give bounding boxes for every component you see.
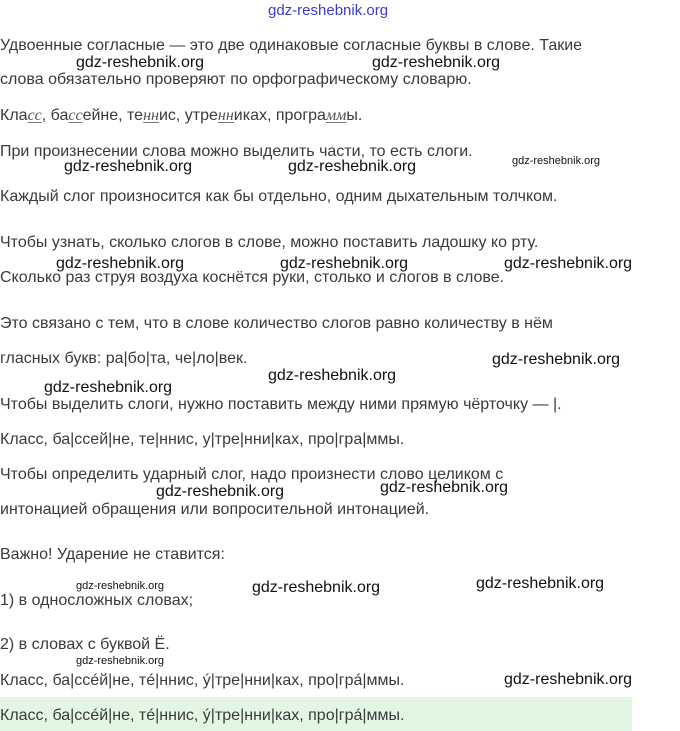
- text-line: Чтобы выделить слоги, нужно поставить между ними прямую чёрточку — |.: [0, 396, 562, 413]
- word-part: иках, програ: [233, 107, 326, 124]
- watermark: gdz-reshebnik.org: [288, 158, 417, 175]
- watermark-top: gdz-reshebnik.org: [268, 2, 389, 19]
- text-line: При произнесении слова можно выделить части, то есть слоги.: [0, 143, 473, 160]
- text-line: Чтобы узнать, сколько слогов в слове, можно поставить ладошку ко рту.: [0, 234, 539, 251]
- double-letters: нн: [143, 107, 159, 124]
- watermark: gdz-reshebnik.org: [492, 351, 621, 368]
- double-letters: сс: [27, 107, 42, 124]
- word-part: Кла: [0, 107, 28, 124]
- watermark: gdz-reshebnik.org: [64, 158, 193, 175]
- watermark: gdz-reshebnik.org: [512, 155, 601, 167]
- double-consonant-examples: [0, 106, 362, 126]
- text-line: Чтобы определить ударный слог, надо произнести слово целиком с: [0, 466, 504, 483]
- word-part: ис, утре: [158, 107, 218, 124]
- watermark: gdz-reshebnik.org: [504, 671, 633, 688]
- watermark: gdz-reshebnik.org: [76, 54, 205, 71]
- watermark: gdz-reshebnik.org: [76, 655, 165, 667]
- watermark: gdz-reshebnik.org: [372, 54, 501, 71]
- watermark: gdz-reshebnik.org: [156, 483, 285, 500]
- watermark: gdz-reshebnik.org: [56, 255, 185, 272]
- text-line-highlighted: Класс, ба|ссéй|не, тé|ннис, ý|тре|нни|ках, про|грá|ммы.: [0, 707, 405, 724]
- text-line: Каждый слог произносится как бы отдельно, одним дыхательным толчком.: [0, 188, 558, 205]
- watermark: gdz-reshebnik.org: [476, 575, 605, 592]
- word-part: , ба: [41, 107, 69, 124]
- watermark: gdz-reshebnik.org: [76, 580, 165, 592]
- text-line: интонацией обращения или вопросительной интонацией.: [0, 501, 430, 518]
- text-line: гласных букв: ра|бо|та, че|ло|век.: [0, 350, 248, 367]
- watermark: gdz-reshebnik.org: [504, 255, 633, 272]
- text-line: 1) в односложных словах;: [0, 592, 194, 609]
- text-line: Это связано с тем, что в слове количество слогов равно количеству в нём: [0, 315, 553, 332]
- watermark: gdz-reshebnik.org: [252, 579, 381, 596]
- double-letters: мм: [325, 107, 347, 124]
- double-letters: сс: [68, 107, 83, 124]
- watermark: gdz-reshebnik.org: [380, 479, 509, 496]
- watermark: gdz-reshebnik.org: [268, 367, 397, 384]
- word-part: ы.: [346, 107, 363, 124]
- text-line: 2) в словах с буквой Ё.: [0, 636, 170, 653]
- text-line: Сколько раз струя воздуха коснётся руки, столько и слогов в слове.: [0, 269, 505, 286]
- double-letters: нн: [217, 107, 234, 124]
- word-part: ейне, те: [82, 107, 144, 124]
- text-line: Класс, ба|ссéй|не, тé|ннис, ý|тре|нни|ках, про|грá|ммы.: [0, 672, 405, 689]
- text-line: Важно! Ударение не ставится:: [0, 546, 225, 563]
- text-line: Класс, ба|ссей|не, те|ннис, у|тре|нни|ках, про|гра|ммы.: [0, 431, 405, 448]
- watermark: gdz-reshebnik.org: [280, 255, 409, 272]
- watermark: gdz-reshebnik.org: [44, 379, 173, 396]
- text-line: Удвоенные согласные — это две одинаковые согласные буквы в слове. Такие: [0, 37, 583, 54]
- text-line: слова обязательно проверяют по орфографическому словарю.: [0, 71, 472, 88]
